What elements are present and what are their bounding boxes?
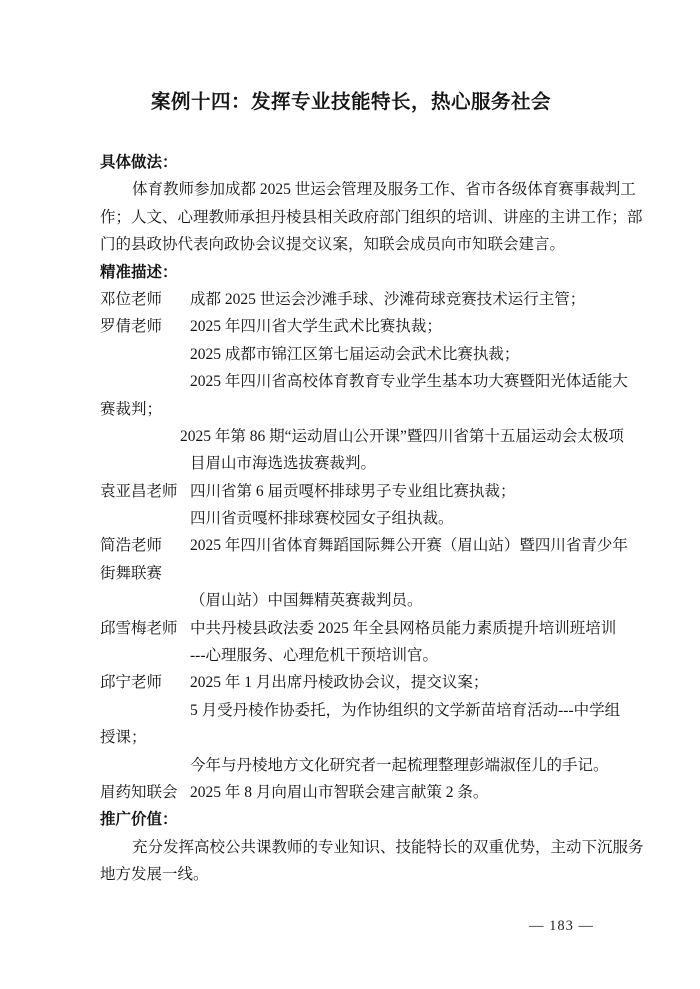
document-title: 案例十四：发挥专业技能特长，热心服务社会 xyxy=(150,92,551,113)
entry-name: 眉药知联会 xyxy=(100,783,178,801)
entry-row xyxy=(100,478,602,505)
entry-row xyxy=(100,669,602,696)
entry-continuation-line: （眉山站）中国舞精英赛裁判员。 xyxy=(190,592,423,610)
entry-continuation-line: 5 月受丹棱作协委托，为作协组织的文学新苗培育活动---中学组 xyxy=(190,701,621,719)
entry-name: 罗倩老师 xyxy=(100,318,163,336)
page-content xyxy=(100,90,644,889)
paragraph-line: 地方发展一线。 xyxy=(100,866,209,884)
entry-text: 2025 年 1 月出席丹棱政协会议，提交议案； xyxy=(190,674,489,692)
entry-row xyxy=(100,286,602,313)
entry-text: 2025 年 8 月向眉山市智联会建言献策 2 条。 xyxy=(190,783,489,801)
section-heading-description: 精准描述： xyxy=(100,263,178,281)
paragraph-line: 作；人文、心理教师承担丹棱县相关政府部门组织的培训、讲座的主讲工作；部 xyxy=(100,208,643,226)
entry-text: 成都 2025 世运会沙滩手球、沙滩荷球竞赛技术运行主管； xyxy=(190,290,586,308)
entry-name: 邱雪梅老师 xyxy=(100,619,178,637)
entry-continuation-line: 今年与丹棱地方文化研究者一起梳理整理彭端淑侄儿的手记。 xyxy=(190,756,609,774)
entry-continuation-line: 四川省贡嘎杯排球赛校园女子组执裁。 xyxy=(190,510,454,528)
entry-name: 邓位老师 xyxy=(100,290,163,308)
paragraph-line: 体育教师参加成都 2025 世运会管理及服务工作、省市各级体育赛事裁判工 xyxy=(132,181,636,199)
entry-text: 2025 年四川省大学生武术比赛执裁； xyxy=(190,318,442,336)
entry-continuation-line: 赛裁判； xyxy=(100,400,163,418)
entry-name: 袁亚昌老师 xyxy=(100,482,178,500)
entry-row xyxy=(100,615,617,642)
entry-row xyxy=(100,313,602,340)
entry-name: 简浩老师 xyxy=(100,537,163,555)
entry-text: 2025 年四川省体育舞蹈国际舞公开赛（眉山站）暨四川省青少年 xyxy=(190,537,628,555)
paragraph-line: 门的县政协代表向政协会议提交议案，知联会成员向市知联会建言。 xyxy=(100,236,566,254)
entry-continuation-line: 2025 年四川省高校体育教育专业学生基本功大赛暨阳光体适能大 xyxy=(190,373,628,391)
entry-row xyxy=(100,779,602,806)
entry-continuation-line: ---心理服务、心理危机干预培训官。 xyxy=(190,647,438,665)
entry-continuation-line: 2025 年第 86 期“运动眉山公开课”暨四川省第十五届运动会太极项 xyxy=(180,427,624,445)
entry-text: 四川省第 6 届贡嘎杯排球男子专业组比赛执裁； xyxy=(190,482,516,500)
document-body xyxy=(100,149,644,889)
entry-text: 中共丹棱县政法委 2025 年全县网格员能力素质提升培训班培训 xyxy=(190,619,617,637)
entry-continuation-line: 目眉山市海选选拔赛裁判。 xyxy=(190,455,377,473)
entry-name: 邱宁老师 xyxy=(100,674,163,692)
page-number: — 183 — xyxy=(529,918,594,934)
entry-continuation-line: 街舞联赛 xyxy=(100,564,163,582)
section-heading-methods: 具体做法： xyxy=(100,154,178,171)
entry-row xyxy=(100,532,628,559)
section-heading-value: 推广价值： xyxy=(100,811,178,829)
entry-continuation-line: 2025 成都市锦江区第七届运动会武术比赛执裁； xyxy=(190,345,520,363)
paragraph-line: 充分发挥高校公共课教师的专业知识、技能特长的双重优势，主动下沉服务 xyxy=(132,838,644,856)
entry-continuation-line: 授课； xyxy=(100,729,147,747)
